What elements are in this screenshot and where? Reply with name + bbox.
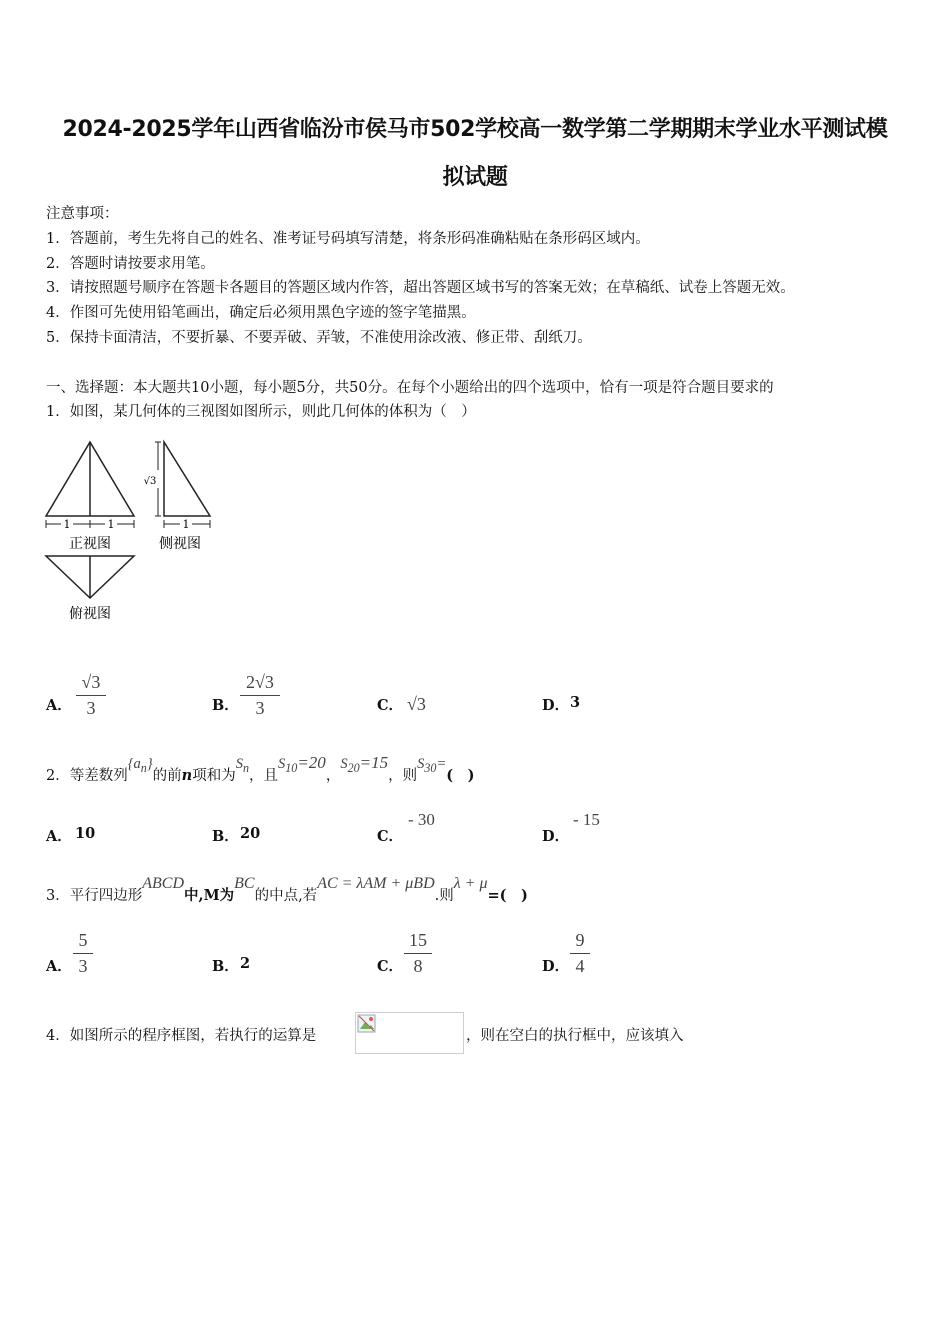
side-view xyxy=(164,442,210,516)
q2-text: ， xyxy=(325,768,341,784)
question-1-stem: 1．如图，某几何体的三视图如图所示，则此几何体的体积为（ ） xyxy=(46,404,476,420)
broken-image-icon xyxy=(357,1014,377,1034)
q3-option-d-denominator: 4 xyxy=(575,956,585,976)
q2-text: ，则 xyxy=(388,768,418,784)
notice-heading: 注意事项： xyxy=(46,206,119,222)
q2-n: n xyxy=(181,767,193,784)
q2-sn: $S_n$ xyxy=(235,756,249,775)
q2-text: 的前 xyxy=(152,768,182,784)
q3-text: 中,M为 xyxy=(184,887,235,904)
question-3-stem xyxy=(46,875,528,905)
q3-option-c-fraction xyxy=(404,930,432,977)
page-title: 2024-2025学年山西省临汾市侯马市502学校高一数学第二学期期末学业水平测试模 xyxy=(62,117,888,142)
q2-s30: $S_{30}=$ xyxy=(417,756,447,775)
three-view-figure xyxy=(40,436,225,626)
broken-image-placeholder xyxy=(355,1012,464,1054)
side-dim-label: 1 xyxy=(182,518,190,531)
q2-s20: $S_{20}=15$ xyxy=(340,753,389,775)
q3-option-d-fraction xyxy=(570,930,590,977)
question-4-stem-part1: 4．如图所示的程序框图，若执行的运算是 xyxy=(46,1028,317,1044)
q3-text: 3．平行四边形 xyxy=(46,888,143,904)
top-view xyxy=(46,556,134,598)
q1-option-a-letter: A． xyxy=(46,697,72,714)
q1-option-a-denominator: 3 xyxy=(86,698,96,718)
page-title-continued: 拟试题 xyxy=(442,165,508,190)
q3-lambda-mu: λ + μ xyxy=(453,875,488,892)
q3-option-a-fraction xyxy=(73,930,93,977)
q3-option-c-denominator: 8 xyxy=(413,956,423,976)
q1-option-d-value: 3 xyxy=(570,694,581,711)
side-view-label: 侧视图 xyxy=(159,536,201,552)
q3-vector-equation: AC = λAM + μBD xyxy=(317,875,435,892)
q3-option-d-letter: D． xyxy=(542,958,570,975)
q2-seq: $\{a_n\}$ xyxy=(127,756,153,775)
notice-item: 3．请按照题号顺序在答题卡各题目的答题区域内作答，超出答题区域书写的答案无效；在草稿纸、试卷上答题无效。 xyxy=(46,280,795,296)
front-dim-label: 1 xyxy=(107,518,115,531)
front-view xyxy=(46,442,134,516)
q2-text: ( ) xyxy=(446,767,475,784)
q3-bc: BC xyxy=(234,875,255,892)
q2-text: 2．等差数列 xyxy=(46,768,128,784)
q3-text: =( ) xyxy=(487,887,528,904)
front-dim-label: 1 xyxy=(63,518,71,531)
q3-option-a-denominator: 3 xyxy=(78,956,88,976)
q3-option-b-value: 2 xyxy=(240,955,251,972)
q3-option-a-letter: A． xyxy=(46,958,72,975)
question-4-stem-part2: ，则在空白的执行框中，应该填入 xyxy=(466,1028,684,1044)
notice-item: 5．保持卡面清洁，不要折暴、不要弄破、弄皱，不准使用涂改液、修正带、刮纸刀。 xyxy=(46,330,592,346)
notice-item: 4．作图可先使用铅笔画出，确定后必须用黑色字迹的签字笔描黑。 xyxy=(46,305,476,321)
q3-abcd: ABCD xyxy=(142,875,185,892)
q3-option-c-numerator: 15 xyxy=(409,930,427,950)
q1-option-b-denominator: 3 xyxy=(255,698,265,718)
q2-s10: $S_{10}=20$ xyxy=(278,753,326,775)
q1-option-b-numerator: 2√3 xyxy=(246,672,274,692)
question-2-stem xyxy=(46,753,475,788)
q2-option-c-value: - 30 xyxy=(408,810,435,829)
q1-option-d-letter: D． xyxy=(542,697,570,714)
front-view-label: 正视图 xyxy=(69,536,111,552)
q1-option-c-letter: C． xyxy=(377,697,404,714)
q2-option-d-letter: D． xyxy=(542,828,570,845)
q3-option-c-letter: C． xyxy=(377,958,404,975)
notice-item: 1．答题前，考生先将自己的姓名、准考证号码填写清楚，将条形码准确粘贴在条形码区域内。 xyxy=(46,231,650,247)
q1-option-b-fraction xyxy=(240,672,280,719)
q2-option-d-value: - 15 xyxy=(573,810,600,829)
q3-option-d-numerator: 9 xyxy=(575,930,585,950)
front-view-dimension xyxy=(46,520,134,528)
q1-option-a-numerator: √3 xyxy=(81,672,101,692)
q2-text: ，且 xyxy=(249,768,278,784)
q3-text: .则 xyxy=(434,888,454,904)
q3-option-a-numerator: 5 xyxy=(78,930,88,950)
q2-option-a-value: 10 xyxy=(75,825,96,842)
q2-option-b-letter: B． xyxy=(212,828,239,845)
top-view-label: 俯视图 xyxy=(69,606,111,622)
q3-option-b-letter: B． xyxy=(212,958,239,975)
q3-text: 的中点,若 xyxy=(254,888,318,904)
q1-option-c-value: √3 xyxy=(407,694,426,714)
q1-option-b-letter: B． xyxy=(212,697,239,714)
q2-option-c-letter: C． xyxy=(377,828,404,845)
section-heading: 一、选择题：本大题共10小题，每小题5分，共50分。在每个小题给出的四个选项中，恰有一项是符合题目要求的 xyxy=(46,380,774,396)
q2-option-a-letter: A． xyxy=(46,828,72,845)
q1-option-a-fraction xyxy=(76,672,106,719)
notice-item: 2．答题时请按要求用笔。 xyxy=(46,256,215,272)
q2-text: 项和为 xyxy=(192,768,236,784)
side-dim-sqrt3: √3 xyxy=(143,476,157,487)
q2-option-b-value: 20 xyxy=(240,825,261,842)
